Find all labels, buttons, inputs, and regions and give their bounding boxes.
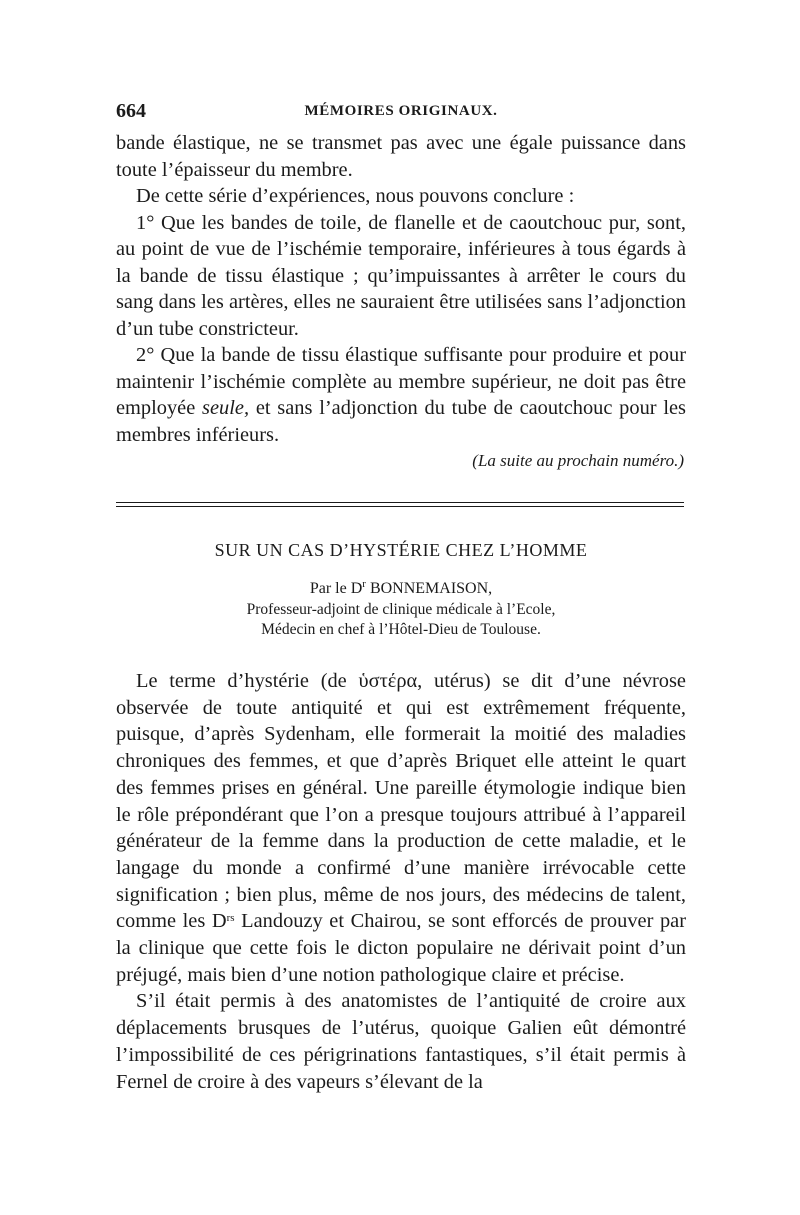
running-head xyxy=(116,100,686,124)
article-paragraph-1-start: Le terme d’hystérie (de ὑστέρα, utérus) se dit d’une névrose observée de toute antiquité et qui est extrêmement fréquente, puisque, d’après Sydenham, elle formerait la moitié des maladies chroniques des femmes, et que d’après Briquet elle atteint le quart des femmes prises en général. Une pareille étymologie indique bien le rôle prépondérant que l’on a presque toujours attribué à l’appareil générateur de la femme dans la production de cette maladie, et le langage du monde a confirmé d’une manière irrévocable cette signification ; bien plus, même de nos jours, des médecins de talent, comme les D xyxy=(116,670,686,933)
article-byline xyxy=(116,579,686,641)
divider-line-bottom xyxy=(116,506,684,507)
author-affiliation-1: Professeur-adjoint de clinique médicale à l’Ecole, xyxy=(246,600,556,618)
article-body xyxy=(116,668,686,1095)
running-title: MÉMOIRES ORIGINAUX. xyxy=(304,103,498,119)
author-line xyxy=(116,579,686,600)
document-page xyxy=(116,0,686,1215)
author-name: BONNEMAISON, xyxy=(365,580,493,597)
article-paragraph-2: S’il était permis à des anatomistes de l’antiquité de croire aux déplacements brusques de l’utérus, quoique Galien eût démontré l’impossibilité de ces périgrinations fantastiques, s’il était permis à Fernel de croire à des vapeurs s’élevant de la xyxy=(116,990,686,1093)
continued-note: (La suite au prochain numéro.) xyxy=(472,451,684,470)
conclusion-point-2-end: et sans l’adjonction du tube de caoutchouc pour les membres inférieurs. xyxy=(116,397,686,446)
conclusion-point-2-start: 2° Que la bande de tissu élastique suffisante pour produire et pour maintenir l’ischémie complète au membre supérieur, ne doit pas être employée xyxy=(116,344,686,419)
continuation-paragraph: bande élastique, ne se transmet pas avec une égale puissance dans toute l’épaisseur du membre. xyxy=(116,132,686,181)
conclusion-intro: De cette série d’expériences, nous pouvons conclure : xyxy=(136,185,575,207)
doctors-sup: rs xyxy=(226,912,235,925)
byline-sup: r xyxy=(362,578,366,590)
continuation-text xyxy=(116,130,686,474)
emphasis-word: seule, xyxy=(202,397,250,419)
article-paragraph-1 xyxy=(116,668,686,988)
article-paragraph-1-end: Landouzy et Chairou, se sont efforcés de prouver par la clinique que cette fois le dicton populaire ne dérivait point d’un préjugé, mais bien d’une notion pathologique claire et précise. xyxy=(116,910,686,986)
divider-line-top xyxy=(116,502,684,503)
author-affiliation-2: Médecin en chef à l’Hôtel-Dieu de Toulouse. xyxy=(261,621,541,638)
article-title: SUR UN CAS D’HYSTÉRIE CHEZ L’HOMME xyxy=(214,540,588,560)
section-divider xyxy=(116,502,684,509)
conclusion-point-2 xyxy=(116,342,686,448)
byline-prefix: Par le D xyxy=(309,580,363,597)
page-number: 664 xyxy=(116,100,146,122)
conclusion-point-1: 1° Que les bandes de toile, de flanelle et de caoutchouc pur, sont, au point de vue de l’ischémie temporaire, inférieures à tous égards à la bande de tissu élastique ; qu’impuissantes à arrêter le cours du sang dans les artères, elles ne sauraient être utilisées sans l’adjonction d’un tube constricteur. xyxy=(116,211,686,340)
